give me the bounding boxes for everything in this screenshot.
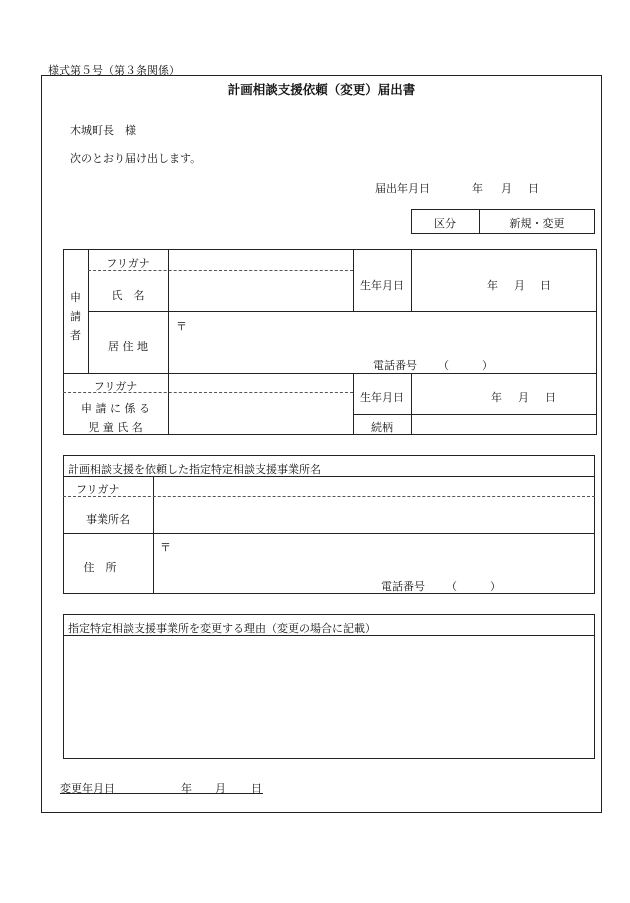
reason-header: 指定特定相談支援事業所を変更する理由（変更の場合に記載） xyxy=(68,622,376,635)
applicant-year-unit: 年 xyxy=(487,279,498,292)
reason-text-area[interactable] xyxy=(64,636,594,758)
child-day-unit: 日 xyxy=(545,391,556,404)
child-birthdate-label: 生年月日 xyxy=(360,391,404,404)
birthdate-value-divider-bottom xyxy=(411,373,412,435)
form-title: 計画相談支援依頼（変更）届出書 xyxy=(227,82,416,97)
change-month-unit: 月 xyxy=(215,782,226,795)
label-col-divider xyxy=(168,249,169,435)
addressee: 木城町長 様 xyxy=(70,124,136,137)
applicant-month-unit: 月 xyxy=(514,279,525,292)
applicant-postal-mark: 〒 xyxy=(176,320,187,333)
category-value[interactable]: 新規・変更 xyxy=(509,217,565,230)
child-year-unit: 年 xyxy=(491,391,502,404)
form-number-label: 様式第５号（第３条関係） xyxy=(48,64,180,77)
office-header: 計画相談支援を依頼した指定特定相談支援事業所名 xyxy=(68,463,321,476)
office-phone-paren: （ ） xyxy=(446,580,501,593)
applicant-char-1: 申 xyxy=(70,291,81,304)
category-label: 区分 xyxy=(434,217,456,230)
applicant-address-line xyxy=(88,311,597,312)
office-address-line xyxy=(63,533,595,534)
applicant-name-label: 氏 名 xyxy=(111,289,145,302)
child-name-label-1: 申 請 に 係 る xyxy=(81,402,150,415)
applicant-section-label xyxy=(63,288,88,345)
submission-year-unit: 年 xyxy=(472,182,483,195)
applicant-char-3: 者 xyxy=(70,329,81,342)
applicant-day-unit: 日 xyxy=(540,279,551,292)
birthdate-value-divider-top xyxy=(411,249,412,312)
office-name-label: 事業所名 xyxy=(86,513,130,526)
office-label-divider xyxy=(153,476,154,594)
applicant-birthdate-label: 生年月日 xyxy=(360,279,404,292)
office-furigana-line xyxy=(63,496,595,497)
office-postal-mark: 〒 xyxy=(160,541,171,554)
office-address-label: 住 所 xyxy=(83,561,117,574)
office-header-line xyxy=(63,476,595,477)
intro-text: 次のとおり届け出します。 xyxy=(70,152,202,165)
applicant-address-label: 居 住 地 xyxy=(108,340,148,353)
office-phone-label: 電話番号 xyxy=(381,580,425,593)
change-date-label: 変更年月日 xyxy=(60,782,115,795)
applicant-char-2: 請 xyxy=(70,310,81,323)
submission-date-label: 届出年月日 xyxy=(375,182,430,195)
child-relation-label: 続柄 xyxy=(371,421,393,434)
relation-line xyxy=(353,414,597,415)
change-year-unit: 年 xyxy=(181,782,192,795)
child-furigana-label: フリガナ xyxy=(93,380,138,393)
applicant-phone-paren: （ ） xyxy=(438,359,493,372)
submission-month-unit: 月 xyxy=(501,182,512,195)
child-month-unit: 月 xyxy=(518,391,529,404)
applicant-phone-label: 電話番号 xyxy=(373,359,417,372)
submission-day-unit: 日 xyxy=(528,182,539,195)
child-section-line xyxy=(63,373,597,374)
change-day-unit: 日 xyxy=(251,782,262,795)
child-name-label-2: 児 童 氏 名 xyxy=(88,421,143,434)
applicant-furigana-label: フリガナ xyxy=(106,257,150,270)
office-furigana-label: フリガナ xyxy=(76,483,120,496)
